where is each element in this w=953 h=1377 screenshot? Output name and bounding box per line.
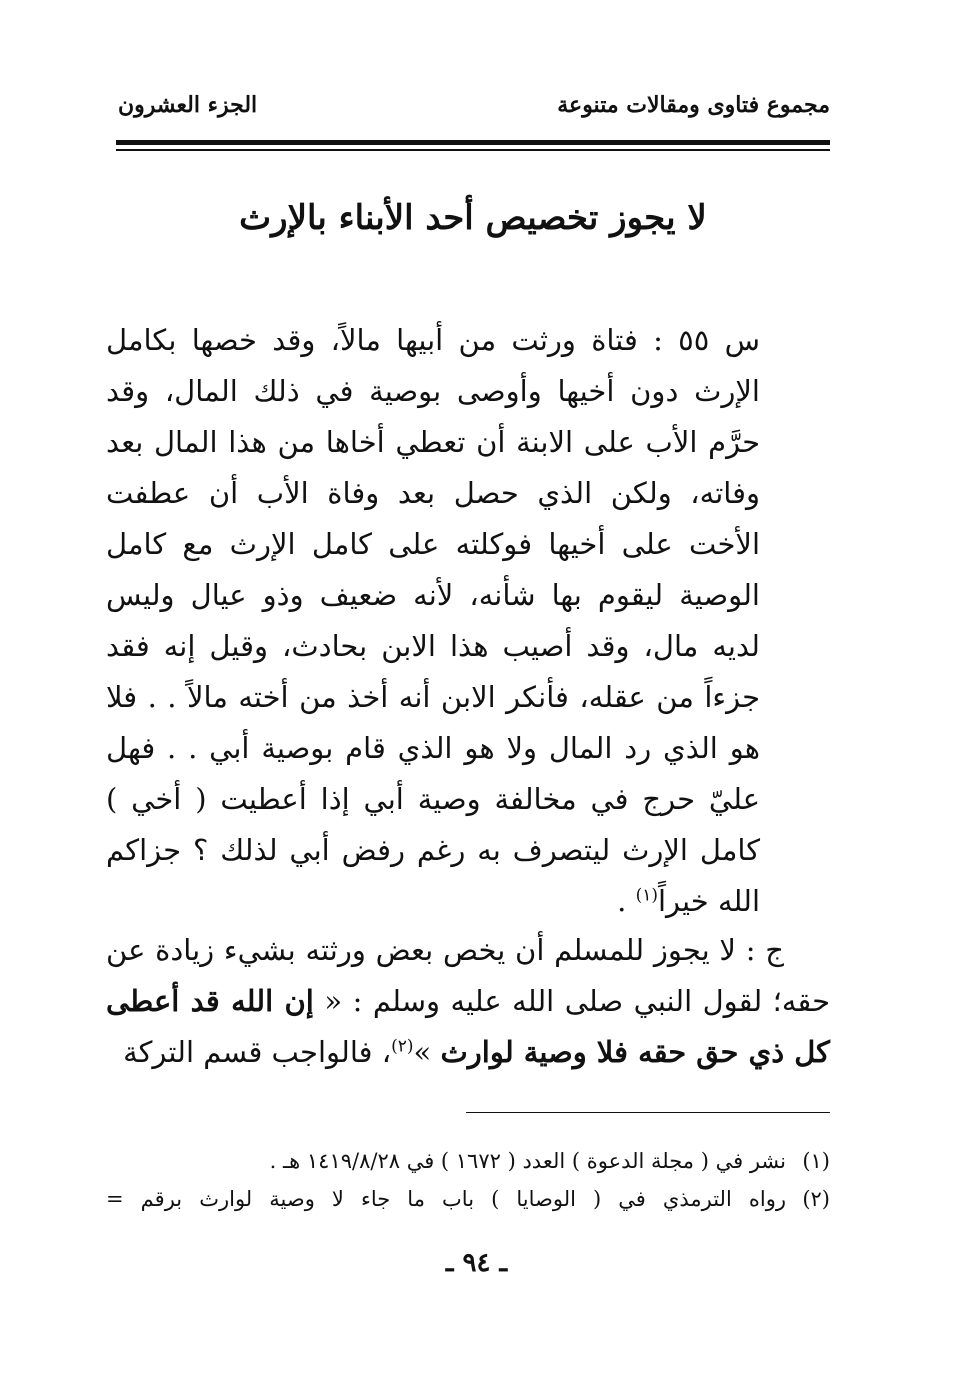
hadith-quote: إن الله قد أعطى كل ذي حق حقه فلا وصية لوارث: [106, 984, 830, 1069]
question-paragraph: [106, 315, 760, 927]
answer-intro: ج : لا يجوز للمسلم أن يخص بعض ورثته بشيء زيادة عن حقه؛ لقول النبي صلى الله عليه وسلم : «: [106, 933, 831, 1018]
answer-footnote-ref: (٢): [391, 1036, 414, 1057]
footnote-separator: [466, 1112, 830, 1113]
footnote-item: [106, 1142, 830, 1180]
running-header: [118, 92, 830, 132]
question-end: .: [617, 884, 627, 918]
answer-paragraph: [106, 925, 830, 1078]
footnote-number: (١): [802, 1149, 830, 1173]
footnotes: [106, 1142, 830, 1218]
question-text: س ٥٥ : فتاة ورثت من أبيها مالاً، وقد خصها بكامل الإرث دون أخيها وأوصى بوصية في ذلك المال، وقد حرَّم الأب على الابنة أن تعطي أخاها من هذا المال بعد وفاته، ولكن الذي حصل بعد وفاة الأب أن عطفت الأخت على أخيها فوكلته على كامل الإرث مع كامل الوصية ليقوم بها شأنه، لأنه ضعيف وذو عيال وليس لديه مال، وقد أصيب هذا الابن بحادث، وقيل إنه فقد جزءاً من عقله، فأنكر الابن أنه أخذ من أخته مالاً . . فلا هو الذي رد المال ولا هو الذي قام بوصية أبي . . فهل عليّ حرج في مخالفة وصية أبي إذا أعطيت ( أخي ) كامل الإرث ليتصرف به رغم رفض أبي لذلك ؟ جزاكم الله خيراً: [106, 323, 760, 918]
footnote-item: [106, 1180, 830, 1218]
quote-close: »: [413, 1035, 432, 1069]
article-title: لا يجوز تخصيص أحد الأبناء بالإرث: [239, 198, 707, 238]
answer-rest: ، فالواجب قسم التركة: [123, 1035, 392, 1069]
book-title: مجموع فتاوى ومقالات متنوعة: [557, 92, 830, 118]
footnote-number: (٢): [802, 1187, 830, 1211]
header-rule-thick: [116, 140, 830, 145]
page-number: ـ ٩٤ ـ: [445, 1248, 508, 1278]
question-footnote-ref: (١): [635, 885, 658, 906]
header-rule-thin: [116, 149, 830, 151]
volume-label: الجزء العشرون: [118, 92, 258, 118]
footnote-text: نشر في ( مجلة الدعوة ) العدد ( ١٦٧٢ ) في ١٤١٩/٨/٢٨ هـ .: [269, 1149, 786, 1173]
footnote-text: رواه الترمذي في ( الوصايا ) باب ما جاء لا وصية لوارث برقم =: [106, 1187, 786, 1211]
